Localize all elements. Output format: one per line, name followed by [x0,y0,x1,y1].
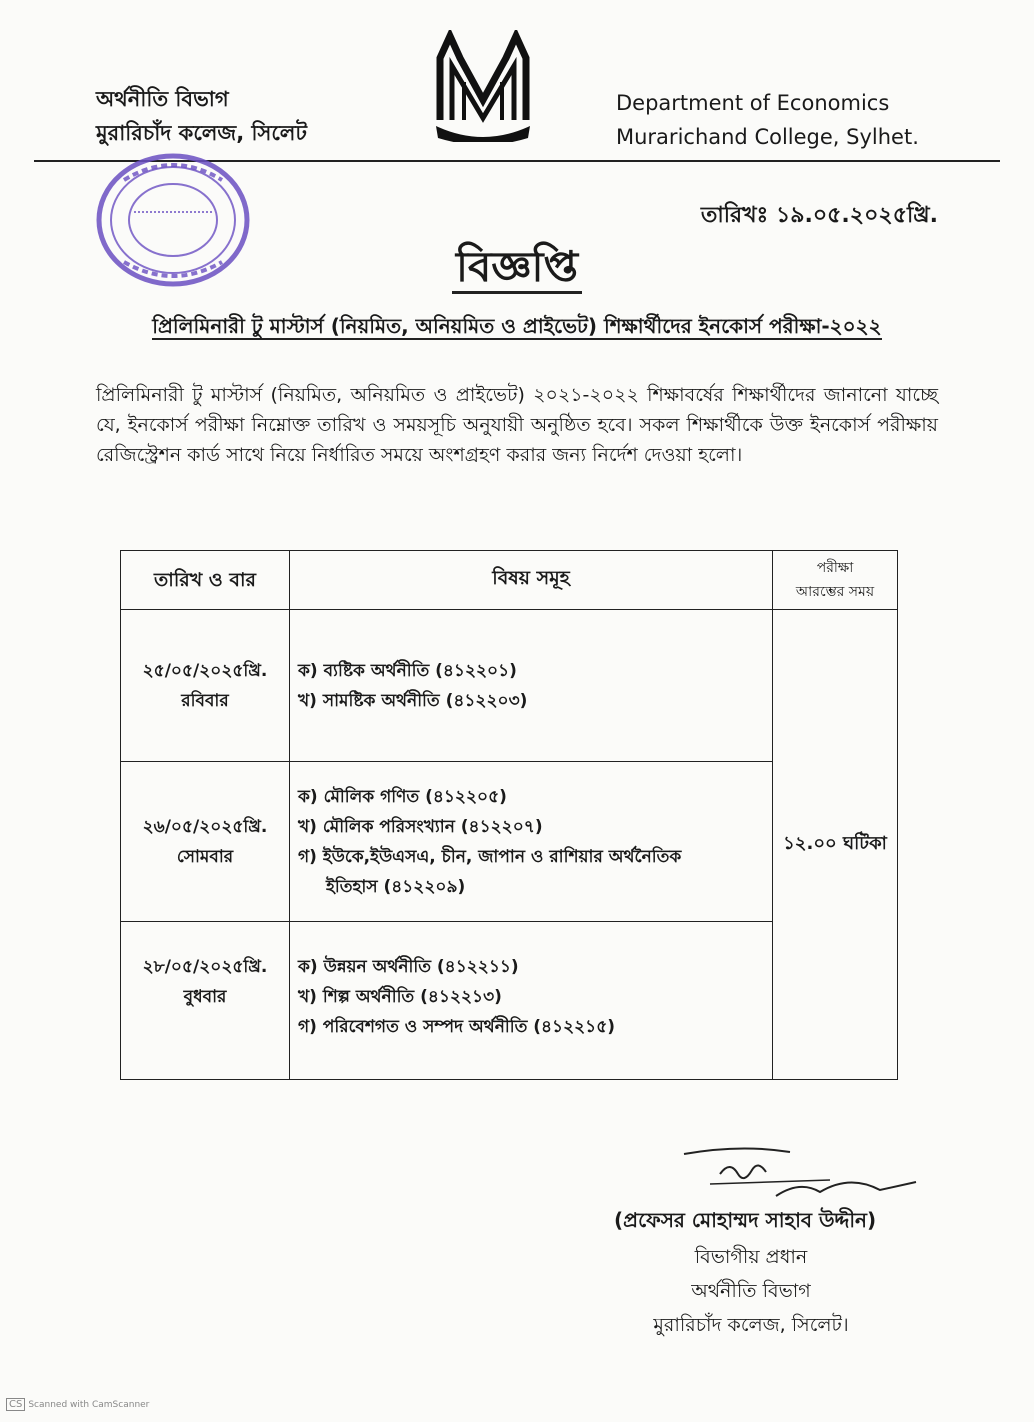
subject-item: খ) সামষ্টিক অর্থনীতি (৪১২২০৩) [298,690,528,711]
subject-item: ইতিহাস (৪১২২০৯) [326,876,466,897]
handwritten-signature-icon [680,1140,920,1210]
signatory-college: মুরারিচাঁদ কলেজ, সিলেট। [653,1314,849,1336]
day-value: বুধবার [183,987,227,1007]
notice-date: তারিখঃ ১৯.০৫.২০২৫খ্রি. [700,203,938,228]
scanner-watermark [6,1398,149,1411]
exam-start-time: ১২.০০ ঘটিকা [773,610,898,1080]
camscanner-badge: CS [6,1398,25,1411]
department-name-bn: অর্থনীতি বিভাগ [96,87,229,111]
signatory-designation-block [614,1240,888,1342]
department-name-en: Department of Economics [616,91,890,115]
notice-title-text: বিজ্ঞপ্তি [452,242,582,294]
table-header-row [121,551,898,610]
notice-title [0,234,1034,305]
signatory-name: (প্রফেসর মোহাম্মদ সাহাব উদ্দীন) [614,1208,877,1232]
header-subjects: বিষয় সমূহ [290,551,773,610]
header-date: তারিখ ও বার [121,551,290,610]
header-time-line1: পরীক্ষা [816,560,854,576]
signatory-designation: বিভাগীয় প্রধান [694,1246,808,1268]
subject-item: গ) ইউকে,ইউএসএ, চীন, জাপান ও রাশিয়ার অর্থনৈতিক [298,846,682,867]
college-logo-icon [430,30,536,142]
header-time-line2: আরম্ভের সময় [795,584,875,600]
subject-item: গ) পরিবেশগত ও সম্পদ অর্থনীতি (৪১২২১৫) [298,1017,616,1037]
notice-subtitle [0,312,1034,345]
subject-item: খ) মৌলিক পরিসংখ্যান (৪১২২০৭) [298,816,543,837]
row-subjects [290,610,773,762]
day-value: রবিবার [181,690,229,711]
notice-subtitle-text: প্রিলিমিনারী টু মাস্টার্স (নিয়মিত, অনিয়মিত ও প্রাইভেট) শিক্ষার্থীদের ইনকোর্স পরীক্ষা-২০২২ [152,314,882,338]
exam-schedule-table [120,550,898,1080]
college-name-en: Murarichand College, Sylhet. [616,125,919,149]
subject-item: ক) ব্যষ্টিক অর্থনীতি (৪১২২০১) [298,660,517,681]
college-name-bn: মুরারিচাঁদ কলেজ, সিলেট [96,121,307,145]
date-value: ২৬/০৫/২০২৫খ্রি. [142,816,268,837]
date-value: ২৫/০৫/২০২৫খ্রি. [142,660,268,681]
subject-item: ক) উন্নয়ন অর্থনীতি (৪১২২১১) [298,957,519,977]
row-date [121,922,290,1080]
date-value: ২৮/০৫/২০২৫খ্রি. [142,957,268,977]
day-value: সোমবার [176,846,234,867]
row-subjects [290,762,773,922]
notice-body: প্রিলিমিনারী টু মাস্টার্স (নিয়মিত, অনিয়মিত ও প্রাইভেট) ২০২১-২০২২ শিক্ষাবর্ষের শিক্ষার্থীদের জানানো যাচ্ছে যে, ইনকোর্স পরীক্ষা নিম্নোক্ত তারিখ ও সময়সূচি অনুযায়ী অনুষ্ঠিত হবে। সকল শিক্ষার্থীকে উক্ত ইনকোর্স পরীক্ষায় রেজিস্ট্রেশন কার্ড সাথে নিয়ে নির্ধারিত সময়ে অংশগ্রহণ করার জন্য নির্দেশ দেওয়া হলো। [96,384,938,466]
row-subjects [290,922,773,1080]
row-date [121,762,290,922]
scanner-text: Scanned with CamScanner [28,1400,150,1410]
subject-item: ক) মৌলিক গণিত (৪১২২০৫) [298,786,507,807]
row-date [121,610,290,762]
header-time [773,551,898,610]
header-english [616,86,919,154]
table-row [121,610,898,762]
signatory-department: অর্থনীতি বিভাগ [691,1280,811,1302]
header-bengali [96,82,307,150]
subject-item: খ) শিল্প অর্থনীতি (৪১২২১৩) [298,987,502,1007]
